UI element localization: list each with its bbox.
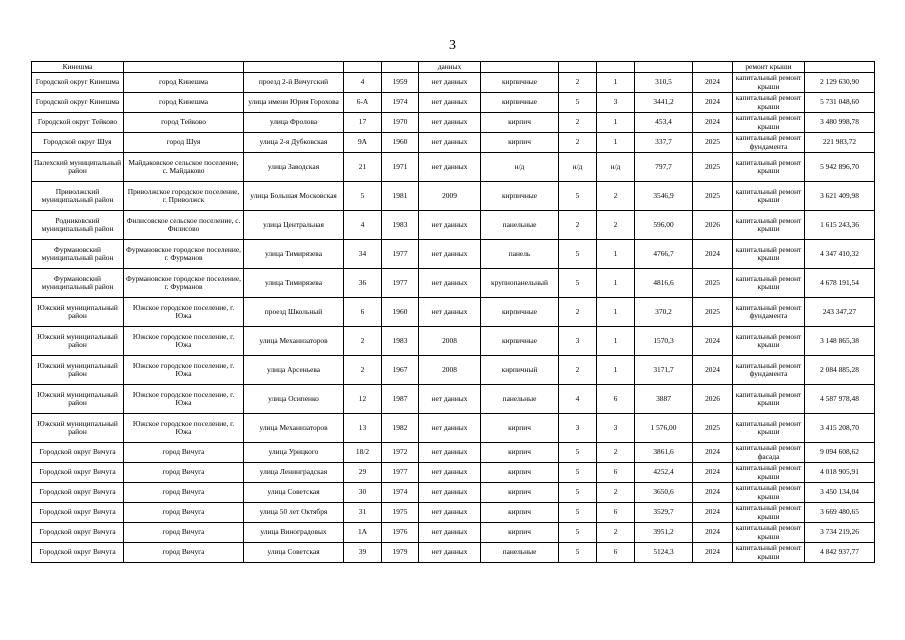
street-cell: улица Виноградовых [244,523,344,543]
street-cell: улица Советская [244,483,344,503]
floors-cell: 5 [559,93,597,113]
entrances-cell: 1 [597,113,635,133]
municipality-cell: Палехский муниципальный район [32,153,124,182]
area-cell: 3171,7 [635,356,693,385]
last-repair-year-cell: нет данных [419,240,481,269]
year-built-cell: 1974 [382,483,419,503]
table-row [32,414,875,443]
house-number-cell: 21 [344,153,382,182]
last-repair-year-cell: нет данных [419,463,481,483]
area-cell: 3887 [635,385,693,414]
street-cell: улица Механизаторов [244,327,344,356]
street-cell: улица Урицкого [244,443,344,463]
settlement-cell: Южское городское поселение, г. Южа [124,298,244,327]
settlement-cell: город Кинешма [124,93,244,113]
wall-material-cell: кирпич [481,523,559,543]
work-type-cell: капитальный ремонт крыши [733,269,805,298]
year-built-cell: 1987 [382,385,419,414]
last-repair-year-cell: 2008 [419,327,481,356]
cost-cell: 3 450 134,04 [805,483,875,503]
table-row [32,327,875,356]
floors-cell: 5 [559,463,597,483]
street-cell: улица Арсеньева [244,356,344,385]
cost-cell: 221 983,72 [805,133,875,153]
work-type-cell: капитальный ремонт крыши [733,182,805,211]
wall-material-cell: панельные [481,385,559,414]
floors-cell: 3 [559,414,597,443]
wall-material-cell: кирпичный [481,356,559,385]
cost-cell: 3 734 219,26 [805,523,875,543]
year-built-cell: 1981 [382,182,419,211]
house-number-cell: 31 [344,503,382,523]
plan-year-cell: 2024 [693,463,733,483]
last-repair-year-cell: нет данных [419,543,481,563]
year-built-cell: 1967 [382,356,419,385]
cost-cell: 4 347 410,32 [805,240,875,269]
table-row [32,153,875,182]
last-repair-year-cell: нет данных [419,211,481,240]
work-type-cell: капитальный ремонт крыши [733,483,805,503]
settlement-cell: Южское городское поселение, г. Южа [124,385,244,414]
street-cell: улица Заводская [244,153,344,182]
work-type-cell: капитальный ремонт фундамента [733,356,805,385]
plan-year-cell: 2025 [693,414,733,443]
street-cell: проезд Школьный [244,298,344,327]
table-row [32,93,875,113]
work-type-cell: ремонт крыши [733,62,805,73]
year-built-cell: 1977 [382,463,419,483]
plan-year-cell: 2024 [693,523,733,543]
area-cell: 3650,6 [635,483,693,503]
floors-cell: 5 [559,543,597,563]
floors-cell: 2 [559,356,597,385]
entrances-cell: 6 [597,503,635,523]
cost-cell: 243 347,27 [805,298,875,327]
wall-material-cell: кирпич [481,503,559,523]
floors-cell: 5 [559,443,597,463]
wall-material-cell: панельные [481,543,559,563]
entrances-cell: 1 [597,73,635,93]
municipality-cell: Городской округ Шуя [32,133,124,153]
municipality-cell: Фурмановский муниципальный район [32,240,124,269]
last-repair-year-cell: данных [419,62,481,73]
plan-year-cell: 2024 [693,93,733,113]
year-built-cell: 1960 [382,298,419,327]
table-row [32,463,875,483]
street-cell: улица Большая Московская [244,182,344,211]
municipality-cell: Городской округ Вичуга [32,503,124,523]
table-row [32,62,875,73]
house-number-cell: 5 [344,182,382,211]
wall-material-cell: кирпичные [481,327,559,356]
entrances-cell: 1 [597,133,635,153]
wall-material-cell: кирпич [481,133,559,153]
house-number-cell: 6 [344,298,382,327]
table-row [32,133,875,153]
house-number-cell: 17 [344,113,382,133]
cost-cell: 5 731 048,60 [805,93,875,113]
floors-cell: 2 [559,73,597,93]
plan-year-cell: 2025 [693,182,733,211]
wall-material-cell: кирпичные [481,73,559,93]
last-repair-year-cell: нет данных [419,414,481,443]
table-row [32,356,875,385]
house-number-cell: 2 [344,356,382,385]
last-repair-year-cell: нет данных [419,503,481,523]
housing-repair-table [31,61,875,563]
street-cell: улица Тимирязева [244,240,344,269]
cost-cell: 4 018 905,91 [805,463,875,483]
year-built-cell: 1975 [382,503,419,523]
wall-material-cell: кирпич [481,113,559,133]
cost-cell: 4 678 191,54 [805,269,875,298]
table-row [32,298,875,327]
settlement-cell: город Вичуга [124,443,244,463]
plan-year-cell: 2024 [693,240,733,269]
settlement-cell: город Вичуга [124,543,244,563]
house-number-cell [344,62,382,73]
year-built-cell: 1977 [382,240,419,269]
settlement-cell: город Тейково [124,113,244,133]
floors-cell: н/д [559,153,597,182]
entrances-cell: 1 [597,269,635,298]
table-row [32,240,875,269]
municipality-cell: Южский муниципальный район [32,327,124,356]
last-repair-year-cell: 2008 [419,356,481,385]
work-type-cell: капитальный ремонт крыши [733,211,805,240]
area-cell: 3861,6 [635,443,693,463]
plan-year-cell: 2025 [693,298,733,327]
table-row [32,543,875,563]
area-cell: 4766,7 [635,240,693,269]
year-built-cell: 1959 [382,73,419,93]
year-built-cell: 1971 [382,153,419,182]
wall-material-cell: кирпич [481,443,559,463]
house-number-cell: 4 [344,211,382,240]
wall-material-cell: кирпич [481,414,559,443]
floors-cell: 2 [559,133,597,153]
year-built-cell: 1977 [382,269,419,298]
last-repair-year-cell: нет данных [419,113,481,133]
street-cell: улица Центральная [244,211,344,240]
work-type-cell: капитальный ремонт крыши [733,113,805,133]
entrances-cell: 3 [597,93,635,113]
work-type-cell: капитальный ремонт крыши [733,463,805,483]
municipality-cell: Городской округ Вичуга [32,543,124,563]
street-cell [244,62,344,73]
entrances-cell: н/д [597,153,635,182]
settlement-cell [124,62,244,73]
area-cell: 1570,3 [635,327,693,356]
last-repair-year-cell: нет данных [419,385,481,414]
street-cell: улица Тимирязева [244,269,344,298]
area-cell: 5124,3 [635,543,693,563]
table-row [32,211,875,240]
area-cell: 797,7 [635,153,693,182]
floors-cell: 5 [559,523,597,543]
municipality-cell: Городской округ Вичуга [32,523,124,543]
table-row [32,385,875,414]
floors-cell: 5 [559,503,597,523]
settlement-cell: город Вичуга [124,503,244,523]
last-repair-year-cell: 2009 [419,182,481,211]
cost-cell: 9 094 608,62 [805,443,875,463]
cost-cell: 3 148 865,38 [805,327,875,356]
area-cell: 3441,2 [635,93,693,113]
area-cell: 4816,6 [635,269,693,298]
settlement-cell: Южское городское поселение, г. Южа [124,327,244,356]
house-number-cell: 6-А [344,93,382,113]
municipality-cell: Городской округ Тейково [32,113,124,133]
house-number-cell: 13 [344,414,382,443]
plan-year-cell: 2024 [693,483,733,503]
house-number-cell: 34 [344,240,382,269]
area-cell: 370,2 [635,298,693,327]
area-cell: 337,7 [635,133,693,153]
entrances-cell [597,62,635,73]
page-number: 3 [449,38,456,53]
settlement-cell: Майдаковское сельское поселение, с. Майдаково [124,153,244,182]
plan-year-cell: 2024 [693,73,733,93]
cost-cell: 4 587 978,48 [805,385,875,414]
floors-cell: 4 [559,385,597,414]
area-cell: 453,4 [635,113,693,133]
floors-cell: 5 [559,269,597,298]
floors-cell: 3 [559,327,597,356]
floors-cell: 5 [559,483,597,503]
municipality-cell: Южский муниципальный район [32,414,124,443]
year-built-cell: 1960 [382,133,419,153]
work-type-cell: капитальный ремонт крыши [733,503,805,523]
house-number-cell: 39 [344,543,382,563]
settlement-cell: Фурмановское городское поселение, г. Фурманов [124,269,244,298]
house-number-cell: 30 [344,483,382,503]
cost-cell: 3 415 208,70 [805,414,875,443]
year-built-cell: 1976 [382,523,419,543]
table-row [32,443,875,463]
floors-cell: 2 [559,298,597,327]
municipality-cell: Южский муниципальный район [32,298,124,327]
wall-material-cell: кирпич [481,463,559,483]
plan-year-cell: 2026 [693,211,733,240]
municipality-cell: Приволжский муниципальный район [32,182,124,211]
street-cell: улица Советская [244,543,344,563]
municipality-cell: Городской округ Вичуга [32,463,124,483]
municipality-cell: Городской округ Кинешма [32,73,124,93]
wall-material-cell: крупнопанельный [481,269,559,298]
work-type-cell: капитальный ремонт крыши [733,523,805,543]
last-repair-year-cell: нет данных [419,443,481,463]
year-built-cell: 1979 [382,543,419,563]
plan-year-cell [693,62,733,73]
plan-year-cell: 2024 [693,543,733,563]
municipality-cell: Городской округ Кинешма [32,93,124,113]
street-cell: улица Осипенко [244,385,344,414]
area-cell: 310,5 [635,73,693,93]
cost-cell: 3 480 998,78 [805,113,875,133]
entrances-cell: 1 [597,240,635,269]
last-repair-year-cell: нет данных [419,483,481,503]
table-row [32,503,875,523]
table-row [32,113,875,133]
settlement-cell: город Кинешма [124,73,244,93]
municipality-cell: Городской округ Вичуга [32,443,124,463]
work-type-cell: капитальный ремонт крыши [733,327,805,356]
last-repair-year-cell: нет данных [419,298,481,327]
cost-cell: 1 615 243,36 [805,211,875,240]
floors-cell: 5 [559,182,597,211]
entrances-cell: 2 [597,523,635,543]
house-number-cell: 2 [344,327,382,356]
entrances-cell: 1 [597,298,635,327]
house-number-cell: 4 [344,73,382,93]
plan-year-cell: 2024 [693,503,733,523]
entrances-cell: 1 [597,327,635,356]
entrances-cell: 6 [597,463,635,483]
last-repair-year-cell: нет данных [419,73,481,93]
floors-cell [559,62,597,73]
cost-cell: 2 084 885,28 [805,356,875,385]
wall-material-cell: кирпич [481,483,559,503]
settlement-cell: Южское городское поселение, г. Южа [124,414,244,443]
house-number-cell: 36 [344,269,382,298]
settlement-cell: Приволжское городское поселение, г. Приволжск [124,182,244,211]
work-type-cell: капитальный ремонт фасада [733,443,805,463]
municipality-cell: Южский муниципальный район [32,385,124,414]
plan-year-cell: 2026 [693,385,733,414]
settlement-cell: город Вичуга [124,483,244,503]
year-built-cell [382,62,419,73]
entrances-cell: 2 [597,443,635,463]
cost-cell: 4 842 937,77 [805,543,875,563]
cost-cell [805,62,875,73]
settlement-cell: город Вичуга [124,463,244,483]
plan-year-cell: 2025 [693,269,733,298]
cost-cell: 3 669 480,65 [805,503,875,523]
area-cell: 4252,4 [635,463,693,483]
street-cell: улица Ленинградская [244,463,344,483]
house-number-cell: 1А [344,523,382,543]
table-row [32,182,875,211]
work-type-cell: капитальный ремонт крыши [733,93,805,113]
year-built-cell: 1972 [382,443,419,463]
year-built-cell: 1983 [382,327,419,356]
entrances-cell: 2 [597,182,635,211]
year-built-cell: 1974 [382,93,419,113]
area-cell: 3951,2 [635,523,693,543]
last-repair-year-cell: нет данных [419,93,481,113]
work-type-cell: капитальный ремонт крыши [733,414,805,443]
entrances-cell: 6 [597,543,635,563]
work-type-cell: капитальный ремонт крыши [733,543,805,563]
floors-cell: 2 [559,211,597,240]
table-row [32,73,875,93]
entrances-cell: 6 [597,385,635,414]
settlement-cell: Филисовское сельское поселение, с. Филисово [124,211,244,240]
plan-year-cell: 2024 [693,443,733,463]
year-built-cell: 1982 [382,414,419,443]
street-cell: улица 2-я Дубковская [244,133,344,153]
cost-cell: 5 942 896,70 [805,153,875,182]
area-cell: 3529,7 [635,503,693,523]
plan-year-cell: 2025 [693,153,733,182]
last-repair-year-cell: нет данных [419,269,481,298]
table-row [32,523,875,543]
municipality-cell: Южский муниципальный район [32,356,124,385]
entrances-cell: 1 [597,356,635,385]
settlement-cell: город Вичуга [124,523,244,543]
plan-year-cell: 2024 [693,113,733,133]
street-cell: улица 50 лет Октября [244,503,344,523]
entrances-cell: 2 [597,211,635,240]
work-type-cell: капитальный ремонт крыши [733,240,805,269]
year-built-cell: 1983 [382,211,419,240]
work-type-cell: капитальный ремонт крыши [733,73,805,93]
plan-year-cell: 2024 [693,327,733,356]
street-cell: улица Механизаторов [244,414,344,443]
municipality-cell: Фурмановский муниципальный район [32,269,124,298]
entrances-cell: 3 [597,414,635,443]
work-type-cell: капитальный ремонт крыши [733,385,805,414]
floors-cell: 2 [559,113,597,133]
settlement-cell: город Шуя [124,133,244,153]
cost-cell: 3 621 409,98 [805,182,875,211]
street-cell: проезд 2-й Вичугский [244,73,344,93]
settlement-cell: Южское городское поселение, г. Южа [124,356,244,385]
house-number-cell: 29 [344,463,382,483]
wall-material-cell: панельные [481,211,559,240]
municipality-cell: Родниковский муниципальный район [32,211,124,240]
entrances-cell: 2 [597,483,635,503]
house-number-cell: 18/2 [344,443,382,463]
settlement-cell: Фурмановское городское поселение, г. Фурманов [124,240,244,269]
cost-cell: 2 129 630,90 [805,73,875,93]
plan-year-cell: 2025 [693,133,733,153]
wall-material-cell: кирпичные [481,182,559,211]
wall-material-cell: кирпичные [481,93,559,113]
house-number-cell: 12 [344,385,382,414]
area-cell: 3546,9 [635,182,693,211]
wall-material-cell: панель [481,240,559,269]
municipality-cell: Кинешма [32,62,124,73]
table-row [32,483,875,503]
floors-cell: 5 [559,240,597,269]
table-row [32,269,875,298]
plan-year-cell: 2024 [693,356,733,385]
work-type-cell: капитальный ремонт крыши [733,153,805,182]
work-type-cell: капитальный ремонт фундамента [733,298,805,327]
work-type-cell: капитальный ремонт фундамента [733,133,805,153]
wall-material-cell: кирпичные [481,298,559,327]
area-cell [635,62,693,73]
street-cell: улица Фролова [244,113,344,133]
year-built-cell: 1970 [382,113,419,133]
house-number-cell: 9А [344,133,382,153]
municipality-cell: Городской округ Вичуга [32,483,124,503]
area-cell: 1 576,00 [635,414,693,443]
street-cell: улица имени Юрия Горохова [244,93,344,113]
area-cell: 596,00 [635,211,693,240]
last-repair-year-cell: нет данных [419,153,481,182]
wall-material-cell: н/д [481,153,559,182]
last-repair-year-cell: нет данных [419,133,481,153]
last-repair-year-cell: нет данных [419,523,481,543]
wall-material-cell [481,62,559,73]
